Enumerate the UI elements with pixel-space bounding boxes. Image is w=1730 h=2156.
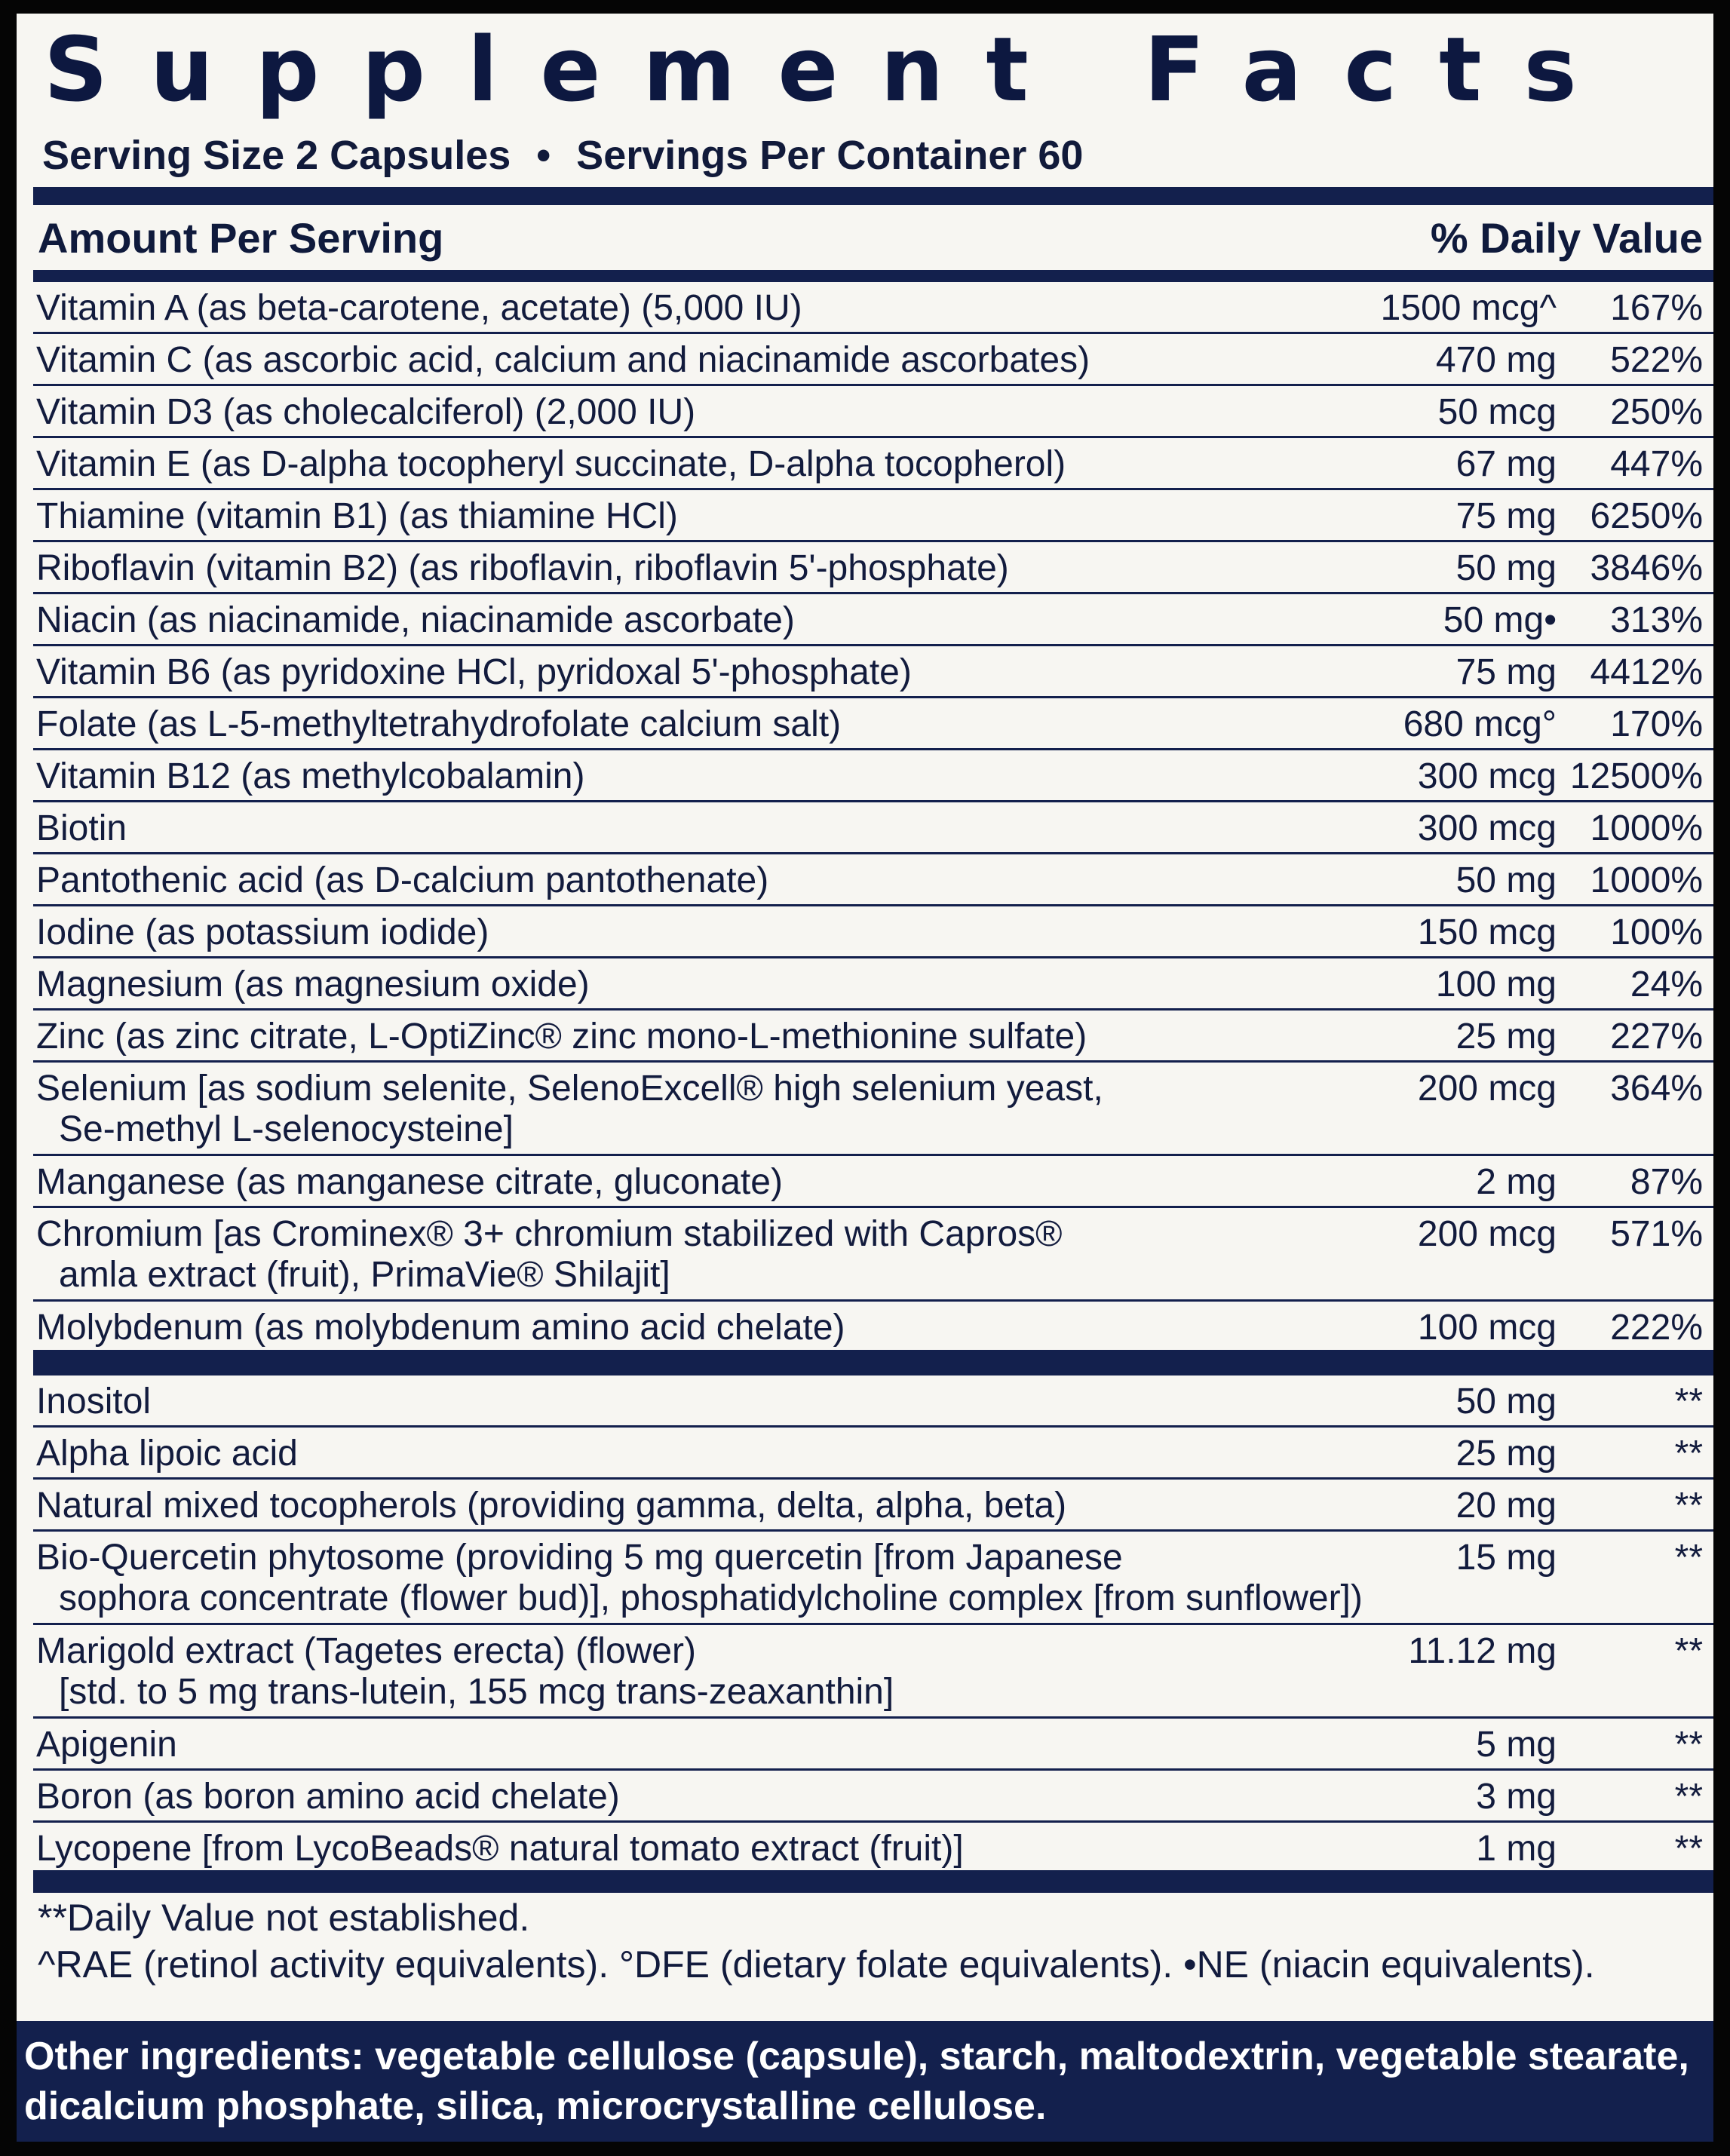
table-row	[33, 1156, 1713, 1208]
nutrient-name-line: Vitamin A (as beta-carotene, acetate) (5,000 IU)	[36, 288, 802, 328]
nutrient-name-line: Niacin (as niacinamide, niacinamide ascorbate)	[36, 600, 795, 640]
nutrient-name-continuation: [std. to 5 mg trans-lutein, 155 mcg trans-zeaxanthin]	[59, 1672, 894, 1712]
table-row	[33, 906, 1713, 958]
nutrient-name	[36, 808, 1213, 849]
nutrient-name	[36, 1829, 1213, 1869]
nutrient-amount: 75 mg	[1455, 496, 1557, 536]
table-row	[33, 750, 1713, 802]
nutrient-daily-value: 87%	[1630, 1162, 1703, 1202]
nutrient-amount: 3 mg	[1476, 1777, 1557, 1817]
nutrient-name-line: Alpha lipoic acid	[36, 1434, 298, 1474]
nutrient-name	[36, 860, 1213, 901]
table-row	[33, 1302, 1713, 1354]
nutrient-amount: 15 mg	[1455, 1538, 1557, 1578]
nutrient-name	[36, 756, 1213, 797]
daily-value-label: % Daily Value	[1430, 214, 1703, 262]
section-divider	[33, 1350, 1713, 1375]
servings-per-container: Servings Per Container 60	[576, 133, 1084, 178]
nutrient-name-line: Thiamine (vitamin B1) (as thiamine HCl)	[36, 496, 678, 536]
table-row	[33, 1823, 1713, 1875]
nutrient-daily-value: 3846%	[1590, 548, 1703, 588]
nutrient-daily-value: 313%	[1610, 600, 1703, 640]
nutrient-name-line: Biotin	[36, 808, 127, 848]
nutrient-amount: 50 mg•	[1443, 600, 1557, 640]
nutrient-daily-value: 12500%	[1569, 756, 1703, 796]
table-row	[33, 334, 1713, 386]
table-row	[33, 802, 1713, 854]
nutrient-name	[36, 1538, 1363, 1619]
nutrient-daily-value: 170%	[1610, 704, 1703, 744]
table-row	[33, 1011, 1713, 1063]
nutrient-name	[36, 1486, 1213, 1526]
nutrient-name-continuation: amla extract (fruit), PrimaVie® Shilajit]	[59, 1255, 670, 1295]
nutrient-daily-value: 447%	[1610, 444, 1703, 484]
nutrient-name	[36, 1434, 1213, 1474]
bottom-divider	[33, 1870, 1713, 1893]
nutrient-name-line: Molybdenum (as molybdenum amino acid chelate)	[36, 1308, 845, 1348]
table-row	[33, 1428, 1713, 1480]
nutrient-name-line: Marigold extract (Tagetes erecta) (flower)	[36, 1631, 696, 1671]
nutrient-amount: 20 mg	[1455, 1486, 1557, 1526]
nutrient-amount: 25 mg	[1455, 1017, 1557, 1057]
nutrient-name-line: Bio-Quercetin phytosome (providing 5 mg quercetin [from Japanese	[36, 1538, 1123, 1578]
table-row	[33, 1532, 1713, 1625]
nutrient-amount: 200 mcg	[1417, 1069, 1557, 1109]
nutrient-name	[36, 1382, 1213, 1422]
other-ingredients-table	[33, 1375, 1713, 1875]
nutrient-daily-value: 1000%	[1590, 860, 1703, 900]
nutrient-amount: 2 mg	[1476, 1162, 1557, 1202]
other-ingredients-label: Other ingredients:	[24, 2035, 364, 2078]
nutrient-name	[36, 1069, 1213, 1150]
nutrient-name-line: Selenium [as sodium selenite, SelenoExcell® high selenium yeast,	[36, 1069, 1103, 1109]
nutrient-name	[36, 496, 1213, 537]
nutrient-amount: 75 mg	[1455, 652, 1557, 692]
table-row	[33, 1625, 1713, 1719]
vitamins-table	[33, 282, 1713, 1354]
table-row	[33, 490, 1713, 542]
nutrient-name	[36, 1162, 1213, 1203]
supplement-facts-panel	[17, 14, 1713, 2142]
nutrient-name	[36, 340, 1213, 381]
nutrient-daily-value: 222%	[1610, 1308, 1703, 1348]
nutrient-amount: 680 mcg°	[1403, 704, 1557, 744]
table-row	[33, 854, 1713, 906]
table-row	[33, 542, 1713, 594]
nutrient-daily-value: 167%	[1610, 288, 1703, 328]
nutrient-daily-value: 364%	[1610, 1069, 1703, 1109]
nutrient-name-line: Folate (as L-5-methyltetrahydrofolate calcium salt)	[36, 704, 842, 744]
nutrient-amount: 25 mg	[1455, 1434, 1557, 1474]
nutrient-name-line: Inositol	[36, 1382, 152, 1421]
nutrient-daily-value: **	[1674, 1538, 1703, 1578]
nutrient-name	[36, 1017, 1213, 1057]
nutrient-amount: 100 mg	[1435, 965, 1557, 1004]
table-row	[33, 594, 1713, 646]
table-row	[33, 1375, 1713, 1428]
amount-per-serving-label: Amount Per Serving	[38, 214, 444, 262]
nutrient-daily-value: **	[1674, 1434, 1703, 1474]
nutrient-name	[36, 1631, 1213, 1713]
nutrient-amount: 11.12 mg	[1408, 1631, 1557, 1671]
nutrient-amount: 50 mcg	[1437, 392, 1557, 432]
nutrient-daily-value: 1000%	[1590, 808, 1703, 848]
serving-info	[42, 124, 1083, 187]
table-row	[33, 1480, 1713, 1532]
nutrient-amount: 67 mg	[1455, 444, 1557, 484]
nutrient-amount: 50 mg	[1455, 1382, 1557, 1421]
table-row	[33, 386, 1713, 438]
table-row	[33, 282, 1713, 334]
nutrient-name-line: Magnesium (as magnesium oxide)	[36, 965, 590, 1004]
table-row	[33, 1719, 1713, 1771]
nutrient-amount: 100 mcg	[1417, 1308, 1557, 1348]
nutrient-daily-value: **	[1674, 1829, 1703, 1869]
nutrient-amount: 5 mg	[1476, 1725, 1557, 1765]
nutrient-name	[36, 548, 1213, 589]
nutrient-daily-value: **	[1674, 1725, 1703, 1765]
nutrient-name-line: Boron (as boron amino acid chelate)	[36, 1777, 620, 1817]
nutrient-name-line: Vitamin D3 (as cholecalciferol) (2,000 IU)	[36, 392, 696, 432]
nutrient-name-line: Chromium [as Crominex® 3+ chromium stabilized with Capros®	[36, 1214, 1063, 1254]
nutrient-daily-value: 4412%	[1590, 652, 1703, 692]
nutrient-name	[36, 1725, 1213, 1765]
nutrient-daily-value: 227%	[1610, 1017, 1703, 1057]
nutrient-daily-value: 6250%	[1590, 496, 1703, 536]
nutrient-name-line: Zinc (as zinc citrate, L-OptiZinc® zinc mono-L-methionine sulfate)	[36, 1017, 1087, 1057]
panel-title: Supplement Facts	[44, 17, 1619, 121]
nutrient-name	[36, 600, 1213, 641]
nutrient-amount: 470 mg	[1435, 340, 1557, 380]
nutrient-name	[36, 965, 1213, 1005]
table-row	[33, 1063, 1713, 1156]
nutrient-name-line: Apigenin	[36, 1725, 177, 1765]
nutrient-daily-value: 522%	[1610, 340, 1703, 380]
nutrient-daily-value: 100%	[1610, 912, 1703, 952]
table-row	[33, 438, 1713, 490]
nutrient-amount: 50 mg	[1455, 548, 1557, 588]
thick-divider	[33, 187, 1713, 205]
column-header	[33, 207, 1713, 270]
nutrient-name	[36, 652, 1213, 693]
nutrient-daily-value: 571%	[1610, 1214, 1703, 1254]
nutrient-daily-value: **	[1674, 1382, 1703, 1421]
nutrient-daily-value: **	[1674, 1486, 1703, 1526]
other-ingredients-band	[17, 2021, 1713, 2142]
nutrient-amount: 1 mg	[1476, 1829, 1557, 1869]
nutrient-amount: 200 mcg	[1417, 1214, 1557, 1254]
nutrient-name-line: Vitamin B6 (as pyridoxine HCl, pyridoxal 5'-phosphate)	[36, 652, 912, 692]
nutrient-name-line: Iodine (as potassium iodide)	[36, 912, 489, 952]
nutrient-amount: 1500 mcg^	[1380, 288, 1557, 328]
nutrient-name	[36, 1777, 1213, 1817]
nutrient-name-line: Manganese (as manganese citrate, gluconate)	[36, 1162, 783, 1202]
table-row	[33, 1208, 1713, 1302]
nutrient-amount: 300 mcg	[1417, 756, 1557, 796]
nutrient-name-line: Pantothenic acid (as D-calcium pantothenate)	[36, 860, 769, 900]
header-divider	[33, 270, 1713, 282]
nutrient-name	[36, 288, 1213, 329]
nutrient-daily-value: 250%	[1610, 392, 1703, 432]
nutrient-name-line: Vitamin E (as D-alpha tocopheryl succinate, D-alpha tocopherol)	[36, 444, 1066, 484]
nutrient-amount: 150 mcg	[1417, 912, 1557, 952]
nutrient-name	[36, 444, 1213, 485]
other-ingredients-text: vegetable cellulose (capsule), starch, maltodextrin, vegetable stearate, dicalcium phosphate, silica, microcrystalline cellulose.	[24, 2035, 1689, 2128]
table-row	[33, 646, 1713, 698]
bullet-separator: •	[536, 133, 551, 178]
nutrient-name-line: Vitamin B12 (as methylcobalamin)	[36, 756, 585, 796]
nutrient-name	[36, 704, 1213, 745]
serving-size: Serving Size 2 Capsules	[42, 133, 511, 178]
nutrient-name	[36, 912, 1213, 953]
table-row	[33, 958, 1713, 1011]
nutrient-name-line: Riboflavin (vitamin B2) (as riboflavin, riboflavin 5'-phosphate)	[36, 548, 1009, 588]
nutrient-name-line: Natural mixed tocopherols (providing gamma, delta, alpha, beta)	[36, 1486, 1067, 1526]
nutrient-name	[36, 1214, 1213, 1296]
nutrient-daily-value: **	[1674, 1631, 1703, 1671]
footnote-daily-value: **Daily Value not established.	[38, 1897, 530, 1939]
nutrient-name-line: Lycopene [from LycoBeads® natural tomato extract (fruit)]	[36, 1829, 964, 1869]
nutrient-name-continuation: sophora concentrate (flower bud)], phosphatidylcholine complex [from sunflower])	[59, 1578, 1363, 1618]
nutrient-name-continuation: Se-methyl L-selenocysteine]	[59, 1109, 514, 1149]
table-row	[33, 1771, 1713, 1823]
nutrient-name-line: Vitamin C (as ascorbic acid, calcium and niacinamide ascorbates)	[36, 340, 1090, 380]
nutrient-amount: 300 mcg	[1417, 808, 1557, 848]
nutrient-daily-value: **	[1674, 1777, 1703, 1817]
footnote-equivalents: ^RAE (retinol activity equivalents). °DFE (dietary folate equivalents). •NE (niacin equivalents).	[38, 1943, 1595, 1986]
nutrient-name	[36, 392, 1213, 433]
nutrient-amount: 50 mg	[1455, 860, 1557, 900]
nutrient-daily-value: 24%	[1630, 965, 1703, 1004]
table-row	[33, 698, 1713, 750]
nutrient-name	[36, 1308, 1213, 1348]
